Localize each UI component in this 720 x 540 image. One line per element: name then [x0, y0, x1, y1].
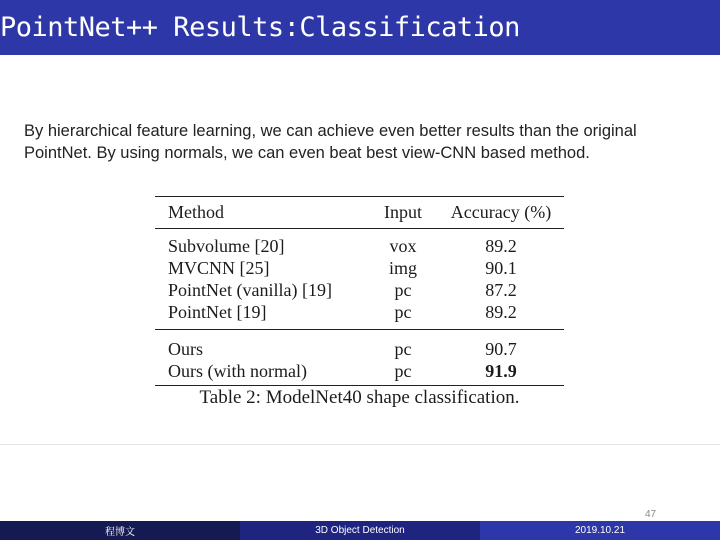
results-table: [155, 196, 564, 386]
table-row: [155, 229, 564, 258]
results-table-figure: [155, 196, 564, 409]
slide-title: PointNet++ Results:Classification: [0, 12, 520, 43]
intro-line-2: PointNet. By using normals, we can even beat best view-CNN based method.: [24, 144, 590, 162]
table-row: [155, 257, 564, 279]
cell-method: PointNet [19]: [168, 302, 267, 322]
cell-method: Ours: [155, 330, 368, 361]
cell-input: pc: [368, 360, 438, 386]
cell-accuracy: 89.2: [485, 236, 517, 256]
footer-bar: [0, 521, 720, 540]
cell-input: pc: [394, 280, 412, 300]
cell-method: Subvolume [20]: [168, 236, 285, 256]
intro-line-1: By hierarchical feature learning, we can achieve even better results than the original: [24, 122, 637, 140]
cell-input: img: [388, 258, 417, 278]
cell-method: Ours (with normal): [155, 360, 368, 386]
content-divider: [0, 444, 720, 445]
cell-accuracy: 90.7: [438, 330, 564, 361]
table-header-row: [155, 197, 564, 229]
header-accuracy: Accuracy (%): [438, 197, 564, 229]
cell-accuracy-best: 91.9: [438, 360, 564, 386]
cell-input: pc: [368, 330, 438, 361]
header-method: Method: [155, 197, 368, 229]
cell-method: MVCNN [25]: [168, 258, 270, 278]
table-row: [155, 330, 564, 361]
table-row: [155, 301, 564, 330]
cell-accuracy: 87.2: [485, 280, 517, 300]
footer-date: 2019.10.21: [480, 521, 720, 540]
intro-text: [24, 120, 704, 164]
cell-input: vox: [389, 236, 417, 256]
cell-input: pc: [394, 302, 412, 322]
cell-accuracy: 90.1: [485, 258, 517, 278]
cell-method: PointNet (vanilla) [19]: [168, 280, 332, 300]
page-number: 47: [645, 509, 657, 520]
footer-topic: 3D Object Detection: [240, 521, 480, 540]
table-caption: Table 2: ModelNet40 shape classification.: [199, 387, 520, 408]
title-bar: [0, 0, 720, 55]
table-row: [155, 360, 564, 386]
table-row: [155, 279, 564, 301]
footer-author: 程博文: [0, 521, 240, 540]
cell-accuracy: 89.2: [485, 302, 517, 322]
header-input: Input: [368, 197, 438, 229]
